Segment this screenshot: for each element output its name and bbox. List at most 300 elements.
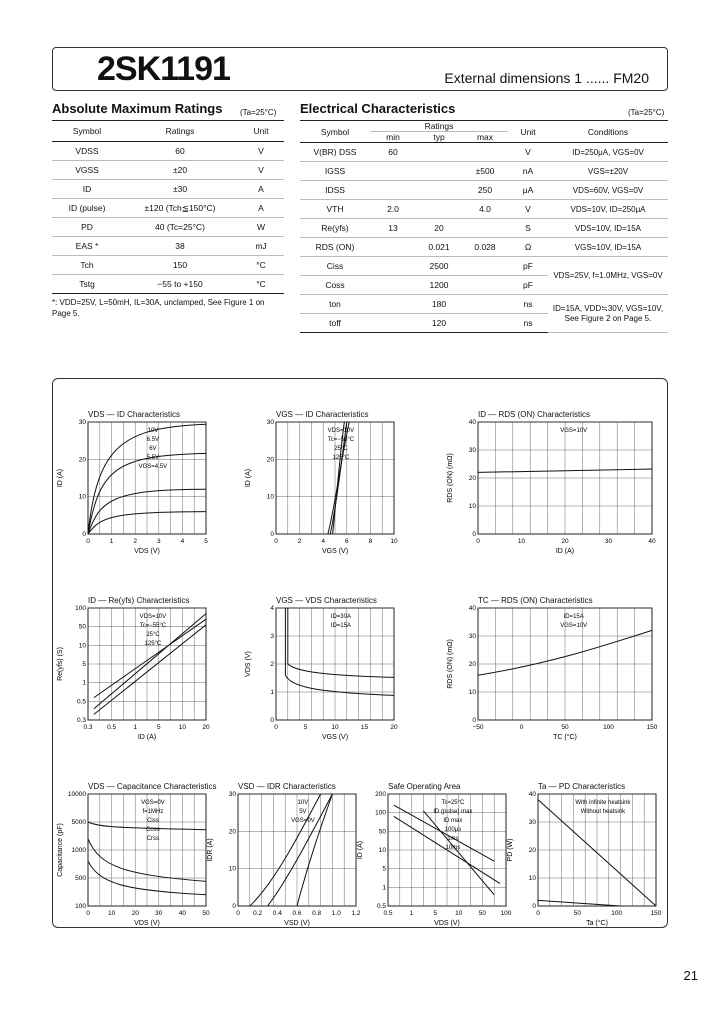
- switching-conditions: ID=15A, VDD≒30V, VGS=10V, See Figure 2 on Page 5.: [548, 295, 668, 333]
- elec-condition: (Ta=25°C): [628, 108, 665, 117]
- elec-symbol: IGSS: [300, 162, 370, 181]
- x-tick-label: 15: [360, 724, 369, 731]
- elec-symbol: Ciss: [300, 257, 370, 276]
- elec-min: 2.0: [370, 200, 416, 219]
- curve-label: 10ms: [445, 845, 461, 851]
- abs-symbol: ID: [52, 180, 122, 199]
- y-tick-label: 20: [228, 828, 236, 836]
- elec-conditions: ID=250μA, VGS=0V: [548, 143, 668, 162]
- y-tick-label: 5: [382, 865, 386, 873]
- graph-title: VSD — IDR Characteristics: [238, 782, 336, 791]
- x-tick-label: 10: [390, 538, 398, 545]
- part-number: 2SK1191: [97, 50, 230, 88]
- y-tick-label: 10: [468, 503, 476, 510]
- x-tick-label: 50: [573, 910, 581, 917]
- curve-label: Without heatsink: [580, 809, 626, 815]
- elec-typ: [416, 143, 462, 162]
- elec-min: [370, 238, 416, 257]
- abs-rating: ±20: [122, 161, 238, 180]
- x-tick-label: 2: [297, 538, 302, 545]
- y-tick-label: 0: [532, 903, 536, 910]
- x-tick-label: 2: [133, 538, 138, 545]
- x-tick-label: 20: [202, 724, 210, 731]
- curve-label: VDS=10V: [327, 428, 355, 434]
- x-tick-label: 30: [155, 910, 163, 917]
- graph-plot: [207, 791, 376, 932]
- page-number: 21: [683, 968, 698, 983]
- abs-symbol: Tstg: [52, 275, 122, 294]
- x-tick-label: 10: [517, 538, 526, 545]
- x-tick-label: 1: [109, 538, 114, 545]
- abs-max-row: [52, 256, 284, 275]
- elec-row: [300, 181, 668, 200]
- x-tick-label: 100: [500, 910, 512, 917]
- abs-max-row: [52, 180, 284, 199]
- elec-col-min: min: [370, 132, 416, 143]
- y-tick-label: 1: [382, 884, 386, 892]
- curve-label: 5V: [299, 809, 307, 815]
- x-tick-label: 100: [611, 910, 623, 917]
- x-tick-label: 40: [178, 910, 187, 917]
- x-tick-label: 5: [204, 538, 208, 545]
- x-tick-label: 40: [648, 538, 656, 545]
- col-symbol: Symbol: [52, 121, 122, 142]
- elec-conditions: VGS=±20V: [548, 162, 668, 181]
- x-tick-label: 1.2: [351, 910, 361, 917]
- elec-col-ratings: Ratings: [370, 121, 508, 132]
- y-tick-label: 30: [266, 419, 274, 426]
- abs-symbol: PD: [52, 218, 122, 237]
- elec-min: [370, 181, 416, 200]
- y-tick-label: 40: [468, 419, 476, 426]
- y-axis-label: PD (W): [507, 838, 514, 862]
- x-tick-label: 150: [646, 724, 658, 731]
- elec-typ: 120: [416, 314, 462, 333]
- curve-label: 100μs: [444, 827, 462, 833]
- elec-typ: 1200: [416, 276, 462, 295]
- elec-min: [370, 257, 416, 276]
- curve-label: Tc=−55°C: [327, 437, 355, 443]
- x-tick-label: 0: [236, 910, 240, 917]
- x-tick-label: 0: [274, 724, 278, 731]
- y-tick-label: 5: [82, 661, 86, 668]
- elec-unit: Ω: [508, 238, 548, 257]
- graph-title: VGS — VDS Characteristics: [276, 596, 377, 605]
- graph-plot: [57, 605, 226, 746]
- elec-col-unit: Unit: [508, 121, 548, 143]
- x-tick-label: 4: [180, 538, 185, 545]
- x-tick-label: 10: [178, 724, 187, 731]
- graph-plot: [507, 791, 676, 932]
- elec-unit: V: [508, 143, 548, 162]
- elec-conditions: VDS=60V, VGS=0V: [548, 181, 668, 200]
- y-tick-label: 1: [82, 679, 86, 687]
- x-tick-label: 0: [476, 538, 480, 545]
- abs-unit: °C: [238, 275, 284, 294]
- abs-rating: ±120 (Tch≦150°C): [122, 199, 238, 218]
- abs-max-row: [52, 275, 284, 294]
- y-tick-label: 40: [528, 791, 536, 798]
- elec-col-typ: typ: [416, 132, 462, 143]
- curve-label: VGS=0V: [291, 818, 315, 824]
- y-tick-label: 50: [78, 623, 86, 631]
- y-tick-label: 30: [468, 633, 476, 640]
- x-tick-label: 10: [107, 910, 116, 917]
- y-tick-label: 20: [468, 661, 476, 668]
- x-tick-label: 0.4: [272, 910, 282, 917]
- y-tick-label: 0.5: [76, 698, 86, 706]
- abs-rating: 150: [122, 256, 238, 275]
- y-axis-label: RDS (ON) (mΩ): [447, 639, 454, 689]
- curve-label: 10V: [147, 428, 159, 434]
- elec-max: [462, 314, 508, 333]
- abs-max-row: [52, 199, 284, 218]
- x-tick-label: 3: [156, 538, 161, 545]
- y-tick-label: 10: [78, 493, 86, 501]
- x-tick-label: 10: [455, 910, 463, 917]
- curve-label: Coss: [146, 827, 160, 833]
- x-tick-label: 50: [561, 724, 569, 731]
- elec-table: [300, 120, 668, 333]
- graph-title: ID — Re(yfs) Characteristics: [88, 596, 190, 605]
- abs-symbol: VDSS: [52, 142, 122, 161]
- y-tick-label: 200: [375, 791, 386, 798]
- col-ratings: Ratings: [122, 121, 238, 142]
- curve-label: ID=15A: [330, 623, 351, 629]
- y-tick-label: 10: [528, 875, 536, 882]
- elec-conditions: VDS=10V, ID=15A: [548, 219, 668, 238]
- y-axis-label: Re(yfs) (S): [57, 647, 64, 681]
- curve-label: VGS=4.5V: [138, 464, 168, 470]
- x-tick-label: 30: [604, 538, 613, 545]
- elec-typ: 2500: [416, 257, 462, 276]
- x-axis-label: VDS (V): [134, 920, 160, 927]
- y-tick-label: 30: [468, 447, 476, 454]
- y-tick-label: 10: [378, 847, 386, 854]
- y-tick-label: 10: [78, 642, 86, 650]
- elec-max: 4.0: [462, 200, 508, 219]
- elec-max: [462, 276, 508, 295]
- elec-symbol: V(BR) DSS: [300, 143, 370, 162]
- elec-typ: 180: [416, 295, 462, 314]
- elec-unit: ns: [508, 314, 548, 333]
- graph-plot: [245, 419, 414, 560]
- elec-unit: pF: [508, 257, 548, 276]
- curve-label: 25°C: [146, 632, 160, 638]
- x-tick-label: −50: [472, 724, 484, 731]
- y-tick-label: 2: [270, 661, 274, 668]
- elec-min: [370, 276, 416, 295]
- elec-unit: S: [508, 219, 548, 238]
- y-tick-label: 20: [78, 456, 86, 464]
- elec-col-symbol: Symbol: [300, 121, 370, 143]
- y-tick-label: 0: [270, 717, 274, 724]
- curve-label: 25°C: [334, 446, 348, 452]
- elec-row: [300, 143, 668, 162]
- y-tick-label: 30: [528, 819, 536, 826]
- y-tick-label: 10: [228, 865, 236, 873]
- y-tick-label: 0: [472, 717, 476, 724]
- x-axis-label: VDS (V): [134, 548, 160, 555]
- graph-title: VDS — ID Characteristics: [88, 410, 181, 419]
- curve-label: ID (pulse) max: [433, 809, 473, 815]
- elec-conditions: VDS=10V, ID=250μA: [548, 200, 668, 219]
- y-axis-label: IDR (A): [207, 838, 214, 862]
- y-tick-label: 20: [528, 847, 536, 854]
- x-axis-label: VGS (V): [321, 734, 349, 741]
- x-tick-label: 0: [86, 910, 90, 917]
- elec-symbol: toff: [300, 314, 370, 333]
- y-tick-label: 20: [266, 456, 274, 464]
- elec-symbol: Re(yfs): [300, 219, 370, 238]
- curve-label: 125°C: [144, 641, 162, 647]
- y-tick-label: 5000: [71, 819, 86, 826]
- elec-row: [300, 162, 668, 181]
- external-dimensions: External dimensions 1 ...... FM20: [444, 70, 649, 86]
- y-tick-label: 1000: [71, 847, 86, 854]
- x-tick-label: 0.5: [107, 724, 117, 731]
- x-tick-label: 0.2: [253, 910, 263, 917]
- elec-symbol: ton: [300, 295, 370, 314]
- abs-max-table: [52, 120, 284, 294]
- elec-typ: [416, 200, 462, 219]
- y-tick-label: 3: [270, 633, 274, 640]
- x-tick-label: 20: [561, 538, 569, 545]
- x-tick-label: 0: [86, 538, 90, 545]
- elec-row: [300, 257, 668, 276]
- y-tick-label: 1: [270, 689, 274, 696]
- elec-symbol: VTH: [300, 200, 370, 219]
- abs-rating: ±30: [122, 180, 238, 199]
- x-tick-label: 0.6: [292, 910, 302, 917]
- abs-max-condition: (Ta=25°C): [240, 108, 277, 117]
- x-tick-label: 150: [650, 910, 662, 917]
- abs-unit: A: [238, 199, 284, 218]
- y-axis-label: RDS (ON) (mΩ): [447, 453, 454, 503]
- elec-max: [462, 295, 508, 314]
- abs-rating: −55 to +150: [122, 275, 238, 294]
- elec-typ: [416, 181, 462, 200]
- graph-title: VGS — ID Characteristics: [276, 410, 369, 419]
- elec-max: 0.028: [462, 238, 508, 257]
- y-tick-label: 20: [468, 475, 476, 482]
- graph-plot: [357, 791, 526, 932]
- x-tick-label: 50: [202, 910, 210, 917]
- elec-row: [300, 238, 668, 257]
- curve-label: ID=30A: [330, 614, 351, 620]
- elec-max: [462, 143, 508, 162]
- graph-plot: [57, 791, 226, 932]
- y-tick-label: 50: [378, 828, 386, 836]
- elec-unit: pF: [508, 276, 548, 295]
- y-tick-label: 10000: [67, 791, 86, 798]
- x-tick-label: 0: [274, 538, 278, 545]
- curve-label: Tc=−55°C: [139, 623, 167, 629]
- x-tick-label: 6: [344, 538, 349, 545]
- x-axis-label: TC (°C): [553, 734, 577, 741]
- x-axis-label: ID (A): [137, 734, 157, 741]
- x-axis-label: VDS (V): [434, 920, 460, 927]
- elec-max: [462, 257, 508, 276]
- elec-max: [462, 219, 508, 238]
- abs-max-row: [52, 218, 284, 237]
- y-axis-label: Capacitance (pF): [57, 823, 64, 877]
- curve-label: 10V: [297, 800, 309, 806]
- curve-label: ID=15A: [563, 614, 584, 620]
- y-axis-label: VDS (V): [245, 651, 252, 677]
- y-axis-label: ID (A): [57, 468, 64, 488]
- x-tick-label: 4: [321, 538, 326, 545]
- curve-label: VGS=0V: [141, 800, 165, 806]
- curve-label: 125°C: [332, 455, 350, 461]
- x-tick-label: 5: [433, 910, 438, 917]
- abs-rating: 60: [122, 142, 238, 161]
- abs-max-note: *: VDD=25V, L=50mH, IL=30A, unclamped, See Figure 1 on Page 5.: [52, 298, 265, 318]
- y-axis-label: ID (A): [357, 840, 364, 860]
- curve-label: Tc=25°C: [441, 800, 465, 806]
- x-tick-label: 10: [331, 724, 339, 731]
- x-tick-label: 20: [390, 724, 398, 731]
- curve: [538, 900, 621, 906]
- abs-max-row: [52, 142, 284, 161]
- abs-unit: V: [238, 161, 284, 180]
- y-tick-label: 30: [228, 791, 236, 798]
- x-tick-label: 8: [368, 538, 373, 545]
- x-tick-label: 1.0: [331, 910, 341, 917]
- abs-symbol: VGSS: [52, 161, 122, 180]
- curve-label: 5.5V: [146, 455, 160, 461]
- curve-label: VGS=10V: [560, 428, 588, 434]
- y-axis-label: ID (A): [245, 468, 252, 488]
- curve-label: VGS=10V: [560, 623, 588, 629]
- x-tick-label: 1: [409, 910, 414, 917]
- abs-unit: °C: [238, 256, 284, 275]
- x-axis-label: VSD (V): [284, 920, 310, 927]
- x-tick-label: 0.5: [383, 910, 393, 917]
- y-tick-label: 100: [375, 809, 386, 817]
- elec-min: [370, 295, 416, 314]
- abs-symbol: EAS *: [52, 237, 122, 256]
- y-tick-label: 0: [232, 903, 236, 910]
- x-tick-label: 50: [478, 910, 487, 917]
- x-tick-label: 100: [603, 724, 614, 731]
- elec-min: [370, 314, 416, 333]
- x-axis-label: ID (A): [555, 548, 575, 555]
- elec-symbol: IDSS: [300, 181, 370, 200]
- curve-label: 6V: [149, 446, 157, 452]
- abs-unit: W: [238, 218, 284, 237]
- x-tick-label: 1: [133, 724, 138, 731]
- y-tick-label: 100: [75, 605, 86, 612]
- graph-plot: [447, 419, 672, 560]
- abs-unit: A: [238, 180, 284, 199]
- graph-title: ID — RDS (ON) Characteristics: [478, 410, 591, 419]
- y-tick-label: 0: [472, 531, 476, 538]
- y-tick-label: 0: [270, 531, 274, 538]
- elec-row: [300, 219, 668, 238]
- curve-label: 1ms: [447, 836, 459, 842]
- elec-row: [300, 295, 668, 314]
- y-tick-label: 100: [75, 903, 86, 910]
- elec-title: Electrical Characteristics: [300, 101, 456, 116]
- elec-unit: nA: [508, 162, 548, 181]
- graph-title: Safe Operating Area: [388, 782, 461, 791]
- elec-min: 13: [370, 219, 416, 238]
- y-tick-label: 0: [82, 531, 86, 538]
- elec-col-max: max: [462, 132, 508, 143]
- elec-typ: 0.021: [416, 238, 462, 257]
- y-tick-label: 10: [266, 493, 274, 501]
- abs-symbol: Tch: [52, 256, 122, 275]
- curve-label: ID max: [443, 818, 463, 824]
- abs-max-title: Absolute Maximum Ratings: [52, 101, 223, 116]
- curve: [94, 625, 206, 715]
- x-tick-label: 0.3: [83, 724, 93, 731]
- graph-plot: [245, 605, 414, 746]
- curve: [94, 619, 206, 697]
- abs-unit: V: [238, 142, 284, 161]
- elec-symbol: RDS (ON): [300, 238, 370, 257]
- y-tick-label: 0.5: [376, 903, 386, 910]
- x-tick-label: 0: [519, 724, 524, 731]
- elec-max: ±500: [462, 162, 508, 181]
- elec-typ: [416, 162, 462, 181]
- x-tick-label: 0: [536, 910, 540, 917]
- abs-unit: mJ: [238, 237, 284, 256]
- y-tick-label: 30: [78, 419, 86, 426]
- y-tick-label: 40: [468, 605, 476, 612]
- graph-title: VDS — Capacitance Characteristics: [88, 782, 217, 791]
- elec-max: 250: [462, 181, 508, 200]
- curve: [285, 608, 394, 695]
- elec-symbol: Coss: [300, 276, 370, 295]
- elec-unit: V: [508, 200, 548, 219]
- graph-plot: [447, 605, 672, 746]
- curve-label: Crss: [146, 836, 160, 842]
- x-tick-label: 5: [156, 724, 161, 731]
- y-tick-label: 500: [75, 875, 86, 882]
- abs-max-row: [52, 237, 284, 256]
- curve-label: With infinite heatsink: [575, 800, 631, 806]
- graph-title: Ta — PD Characteristics: [538, 782, 626, 791]
- elec-min: 60: [370, 143, 416, 162]
- graph-title: TC — RDS (ON) Characteristics: [478, 596, 593, 605]
- cap-conditions: VDS=25V, f=1.0MHz, VGS=0V: [548, 257, 668, 295]
- graph-plot: [57, 419, 226, 560]
- title-box: [52, 47, 668, 91]
- x-tick-label: 0.8: [312, 910, 322, 917]
- abs-rating: 38: [122, 237, 238, 256]
- elec-conditions: VGS=10V, ID=15A: [548, 238, 668, 257]
- x-axis-label: VGS (V): [321, 548, 349, 555]
- y-tick-label: 4: [270, 605, 274, 612]
- y-tick-label: 0.3: [76, 717, 86, 724]
- elec-typ: 20: [416, 219, 462, 238]
- abs-max-row: [52, 161, 284, 180]
- elec-col-conditions: Conditions: [548, 121, 668, 143]
- x-tick-label: 20: [131, 910, 139, 917]
- elec-row: [300, 200, 668, 219]
- x-tick-label: 5: [303, 724, 308, 731]
- abs-rating: 40 (Tc=25°C): [122, 218, 238, 237]
- curve-label: 6.5V: [146, 437, 160, 443]
- elec-unit: μA: [508, 181, 548, 200]
- curve-label: VDS=10V: [139, 614, 167, 620]
- elec-unit: ns: [508, 295, 548, 314]
- col-unit: Unit: [238, 121, 284, 142]
- curve-label: f=1MHz: [142, 809, 164, 815]
- x-axis-label: Ta (°C): [586, 920, 608, 927]
